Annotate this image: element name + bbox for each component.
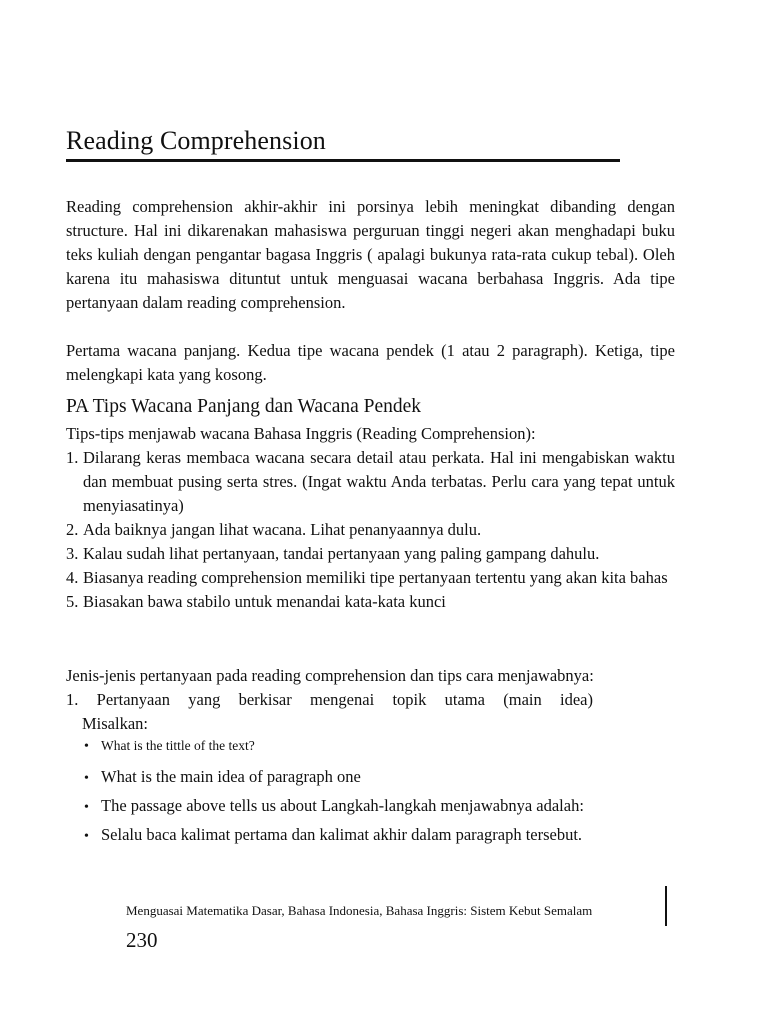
bullet-icon: • — [84, 771, 89, 786]
tips-list-item — [66, 446, 675, 518]
running-footer: Menguasai Matematika Dasar, Bahasa Indonesia, Bahasa Inggris: Sistem Kebut Semalam — [126, 903, 593, 918]
example-text: What is the tittle of the text? — [101, 738, 255, 753]
footer-divider — [665, 886, 667, 926]
list-item-text: Kalau sudah lihat pertanyaan, tandai pertanyaan yang paling gampang dahulu. — [83, 544, 600, 563]
list-number: 4. — [66, 568, 79, 587]
list-item-text: Biasanya reading comprehension memiliki tipe pertanyaan tertentu yang akan kita bahas — [83, 568, 668, 587]
list-number: 5. — [66, 592, 79, 611]
tips-list — [66, 446, 675, 614]
list-number: 2. — [66, 520, 79, 539]
example-item — [84, 796, 684, 825]
bullet-icon: • — [84, 829, 89, 844]
example-text: Selalu baca kalimat pertama dan kalimat akhir dalam paragraph tersebut. — [101, 825, 583, 844]
example-list — [84, 738, 684, 854]
bullet-icon: • — [84, 739, 89, 754]
section-title: Reading Comprehension — [66, 126, 326, 155]
list-number: 1. — [66, 448, 79, 467]
tips-list-item — [66, 518, 675, 542]
example-text: What is the main idea of paragraph one — [101, 767, 361, 786]
example-label: Misalkan: — [82, 714, 148, 733]
list-number: 3. — [66, 544, 79, 563]
tips-heading: PA Tips Wacana Panjang dan Wacana Pendek — [66, 396, 422, 417]
example-item — [84, 825, 684, 854]
tips-intro: Tips-tips menjawab wacana Bahasa Inggris (Reading Comprehension): — [66, 424, 536, 443]
tips-list-item — [66, 566, 675, 590]
question-types-intro: Jenis-jenis pertanyaan pada reading comprehension dan tips cara menjawabnya: — [66, 666, 594, 685]
list-item-text: Ada baiknya jangan lihat wacana. Lihat penanyaannya dulu. — [83, 520, 482, 539]
bullet-icon: • — [84, 800, 89, 815]
question-type-1: 1. Pertanyaan yang berkisar mengenai topik utama (main idea) — [66, 690, 593, 709]
intro-paragraph: Reading comprehension akhir-akhir ini porsinya lebih meningkat dibanding dengan structure. Hal ini dikarenakan mahasiswa perguruan tinggi negeri akan menghadapi buku teks kuliah dengan pengantar bagasa Inggris ( apalagi bukunya rata-rata cukup tebal). Oleh karena itu mahasiswa dituntut untuk menguasai wacana berbahasa Inggris. Ada tipe pertanyaan dalam reading comprehension. — [66, 197, 675, 312]
example-item — [84, 767, 684, 796]
types-paragraph: Pertama wacana panjang. Kedua tipe wacana pendek (1 atau 2 paragraph). Ketiga, tipe melengkapi kata yang kosong. — [66, 341, 675, 384]
list-item-text: Dilarang keras membaca wacana secara detail atau perkata. Hal ini mengabiskan waktu dan membuat pusing serta stres. (Ingat waktu Anda terbatas. Perlu cara yang tepat untuk menyiasatinya) — [83, 448, 675, 515]
example-text: The passage above tells us about Langkah-langkah menjawabnya adalah: — [101, 796, 584, 815]
title-underline — [66, 159, 620, 162]
page-number: 230 — [126, 928, 158, 952]
list-item-text: Biasakan bawa stabilo untuk menandai kata-kata kunci — [83, 592, 446, 611]
tips-list-item — [66, 590, 675, 614]
example-item — [84, 738, 684, 767]
tips-list-item — [66, 542, 675, 566]
